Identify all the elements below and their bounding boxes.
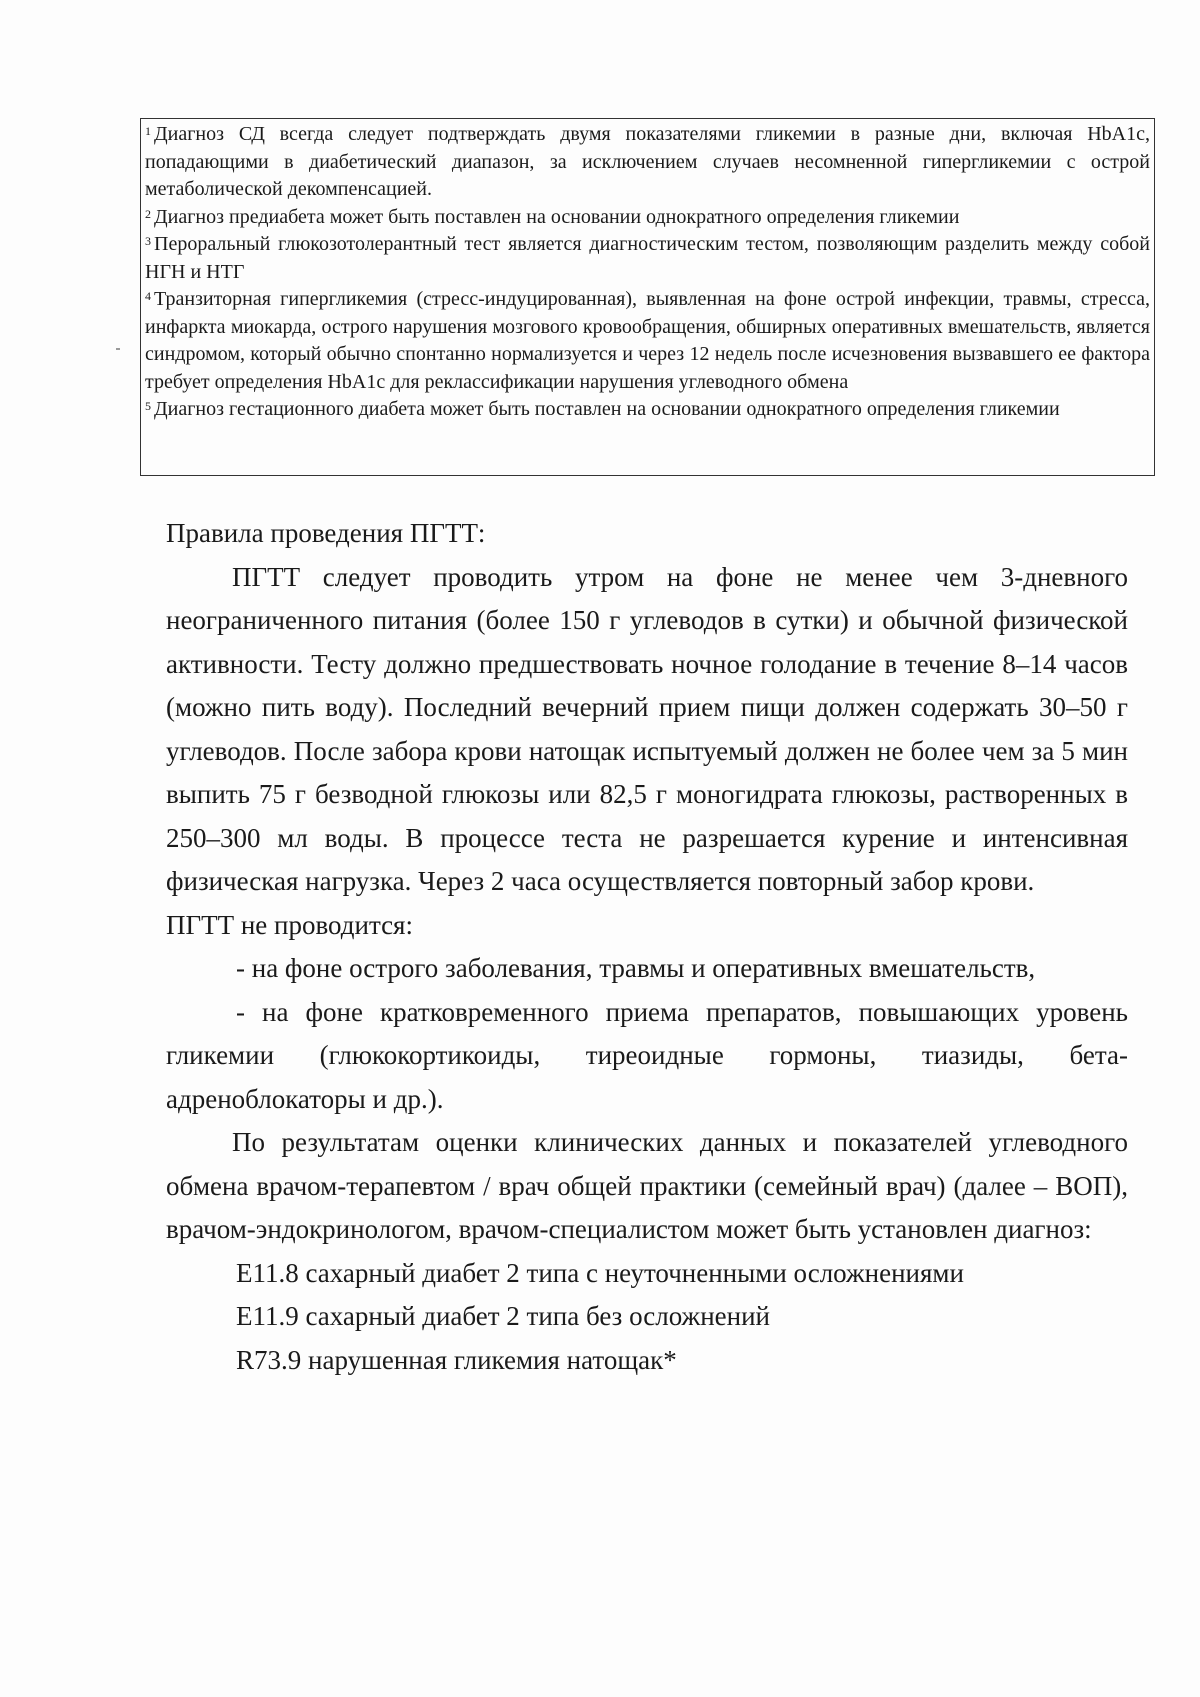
footnote-text: Диагноз предиабета может быть поставлен на основании однократного определения гликемии (154, 205, 960, 228)
footnote-text: Транзиторная гипергликемия (стресс-индуцированная), выявленная на фоне острой инфекции, травмы, стресса, инфаркта миокарда, острого нарушения мозгового кровообращения, обширных оперативных вмешательств, является синдромом, который обычно спонтанно нормализуется и через 12 недель после исчезновения вызвавшего ее фактора требует определения HbA1c для реклассификации нарушения углеводного обмена (145, 288, 1150, 393)
footnote-5 (145, 396, 1150, 424)
diagnosis-paragraph: По результатам оценки клинических данных и показателей углеводного обмена врачом-терапевтом / врач общей практики (семейный врач) (далее – ВОП), врачом-эндокринологом, врачом-специалистом может быть установлен диагноз: (166, 1127, 1128, 1244)
footnote-number: 3 (145, 234, 151, 248)
footnote-2 (145, 204, 1150, 232)
diagnosis-code-r73-9: R73.9 нарушенная гликемия натощак* (236, 1344, 677, 1375)
footnote-number: 5 (145, 399, 151, 413)
main-text (166, 512, 1128, 1382)
diagnosis-code-e11-9: E11.9 сахарный диабет 2 типа без осложнений (236, 1301, 770, 1331)
not-performed-item: - на фоне кратковременного приема препаратов, повышающих уровень гликемии (глюкокортикоиды, тиреоидные гормоны, тиазиды, бета-адреноблокаторы и др.). (166, 996, 1128, 1114)
not-performed-heading: ПГТТ не проводится: (166, 909, 413, 940)
diagnosis-code-e11-8: E11.8 сахарный диабет 2 типа с неуточненными осложнениями (236, 1257, 964, 1288)
footnote-number: 4 (145, 289, 151, 303)
footnote-1 (145, 121, 1150, 204)
scan-mark (116, 348, 120, 350)
footnote-number: 1 (145, 124, 151, 138)
footnote-4 (145, 286, 1150, 396)
footnote-text: Диагноз гестационного диабета может быть поставлен на основании однократного определения гликемии (154, 398, 1060, 420)
rules-heading: Правила проведения ПГТТ: (166, 518, 486, 548)
footnote-number: 2 (145, 206, 151, 221)
footnote-3 (145, 231, 1150, 286)
footnote-text: Пероральный глюкозотолерантный тест является диагностическим тестом, позволяющим разделить между собой НГН и НТГ (145, 233, 1150, 283)
footnote-text: Диагноз СД всегда следует подтверждать двумя показателями гликемии в разные дни, включая HbA1c, попадающими в диабетический диапазон, за исключением случаев несомненной гипергликемии с острой метаболической декомпенсацией. (145, 123, 1150, 200)
rules-paragraph: ПГТТ следует проводить утром на фоне не менее чем 3-дневного неограниченного питания (более 150 г углеводов в сутки) и обычной физической активности. Тесту должно предшествовать ночное голодание в течение 8–14 часов (можно пить воду). Последний вечерний прием пищи должен содержать 30–50 г углеводов. После забора крови натощак испытуемый должен не более чем за 5 мин выпить 75 г безводной глюкозы или 82,5 г моногидрата глюкозы, растворенных в 250–300 мл воды. В процессе теста не разрешается курение и интенсивная физическая нагрузка. Через 2 часа осуществляется повторный забор крови. (166, 561, 1128, 896)
not-performed-item: - на фоне острого заболевания, травмы и оперативных вмешательств, (236, 953, 1036, 983)
footnotes-box (140, 118, 1155, 476)
